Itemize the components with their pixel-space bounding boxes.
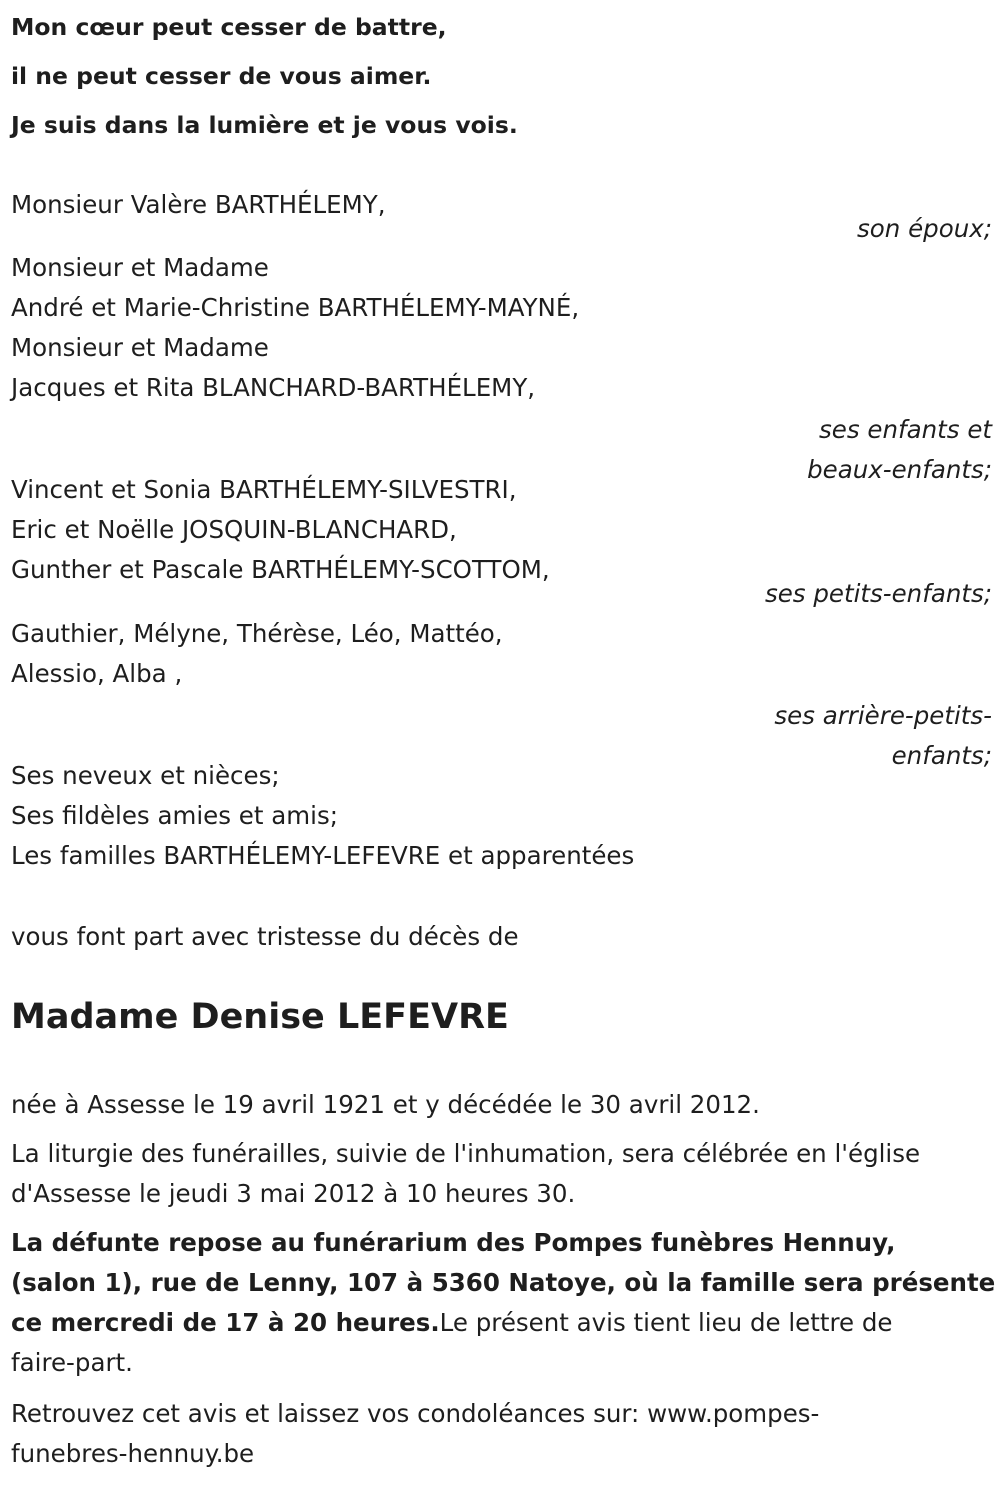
family-group-great-grandchildren: [11, 614, 992, 776]
other-relatives: [11, 756, 634, 876]
relation-label: beaux-enfants;: [807, 455, 992, 484]
repose-line-mixed: [11, 1303, 995, 1343]
relation-label: son époux;: [857, 214, 992, 243]
repose-paragraph: [11, 1223, 995, 1383]
family-name-line: Monsieur et Madame: [11, 333, 269, 362]
relative-line: Les familles BARTHÉLEMY-LEFEVRE et apparentées: [11, 841, 635, 870]
relation-label: enfants;: [891, 741, 992, 770]
family-name-line: André et Marie-Christine BARTHÉLEMY-MAYNÉ,: [11, 293, 580, 322]
family-name-line: Vincent et Sonia BARTHÉLEMY-SILVESTRI,: [11, 475, 517, 504]
relation-label: ses arrière-petits-: [774, 701, 992, 730]
condolences-link: funebres-hennuy.be: [11, 1439, 255, 1468]
liturgy-line: La liturgie des funérailles, suivie de l'inhumation, sera célébrée en l'église: [11, 1139, 921, 1168]
poem-line: Je suis dans la lumière et je vous vois.: [11, 111, 518, 139]
liturgy-line: d'Assesse le jeudi 3 mai 2012 à 10 heures 30.: [11, 1179, 576, 1208]
condolences-line: Retrouvez cet avis et laissez vos condoléances sur: www.pompes-: [11, 1399, 820, 1428]
poem-line: il ne peut cesser de vous aimer.: [11, 62, 432, 90]
repose-line: La défunte repose au funérarium des Pompes funèbres Hennuy,: [11, 1228, 896, 1257]
announcement-text: vous font part avec tristesse du décès de: [11, 922, 519, 951]
repose-line: faire-part.: [11, 1348, 133, 1377]
liturgy-paragraph: [11, 1134, 920, 1214]
family-name-line: Gunther et Pascale BARTHÉLEMY-SCOTTOM,: [11, 555, 550, 584]
family-name-line: Alessio, Alba ,: [11, 659, 183, 688]
family-name-line: Monsieur Valère BARTHÉLEMY,: [11, 190, 386, 219]
poem: [11, 3, 518, 150]
repose-tail: Le présent avis tient lieu de lettre de: [439, 1308, 893, 1337]
family-name-line: Monsieur et Madame: [11, 253, 269, 282]
condolences-paragraph: [11, 1394, 819, 1474]
family-name-line: Eric et Noëlle JOSQUIN-BLANCHARD,: [11, 515, 457, 544]
family-name-line: Gauthier, Mélyne, Thérèse, Léo, Mattéo,: [11, 619, 503, 648]
deceased-name: Madame Denise LEFEVRE: [11, 997, 509, 1037]
birth-death-text: née à Assesse le 19 avril 1921 et y décédée le 30 avril 2012.: [11, 1090, 760, 1119]
poem-line: Mon cœur peut cesser de battre,: [11, 13, 447, 41]
family-group-children: [11, 248, 992, 490]
relative-line: Ses neveux et nièces;: [11, 761, 280, 790]
family-group-spouse: [11, 185, 992, 249]
relation-label: ses petits-enfants;: [764, 579, 992, 608]
family-name-line: Jacques et Rita BLANCHARD-BARTHÉLEMY,: [11, 373, 536, 402]
relation-label: ses enfants et: [819, 415, 992, 444]
repose-time: ce mercredi de 17 à 20 heures.: [11, 1308, 440, 1337]
family-group-grandchildren: [11, 470, 992, 614]
relative-line: Ses fildèles amies et amis;: [11, 801, 338, 830]
repose-line: (salon 1), rue de Lenny, 107 à 5360 Natoye, où la famille sera présente: [11, 1268, 996, 1297]
